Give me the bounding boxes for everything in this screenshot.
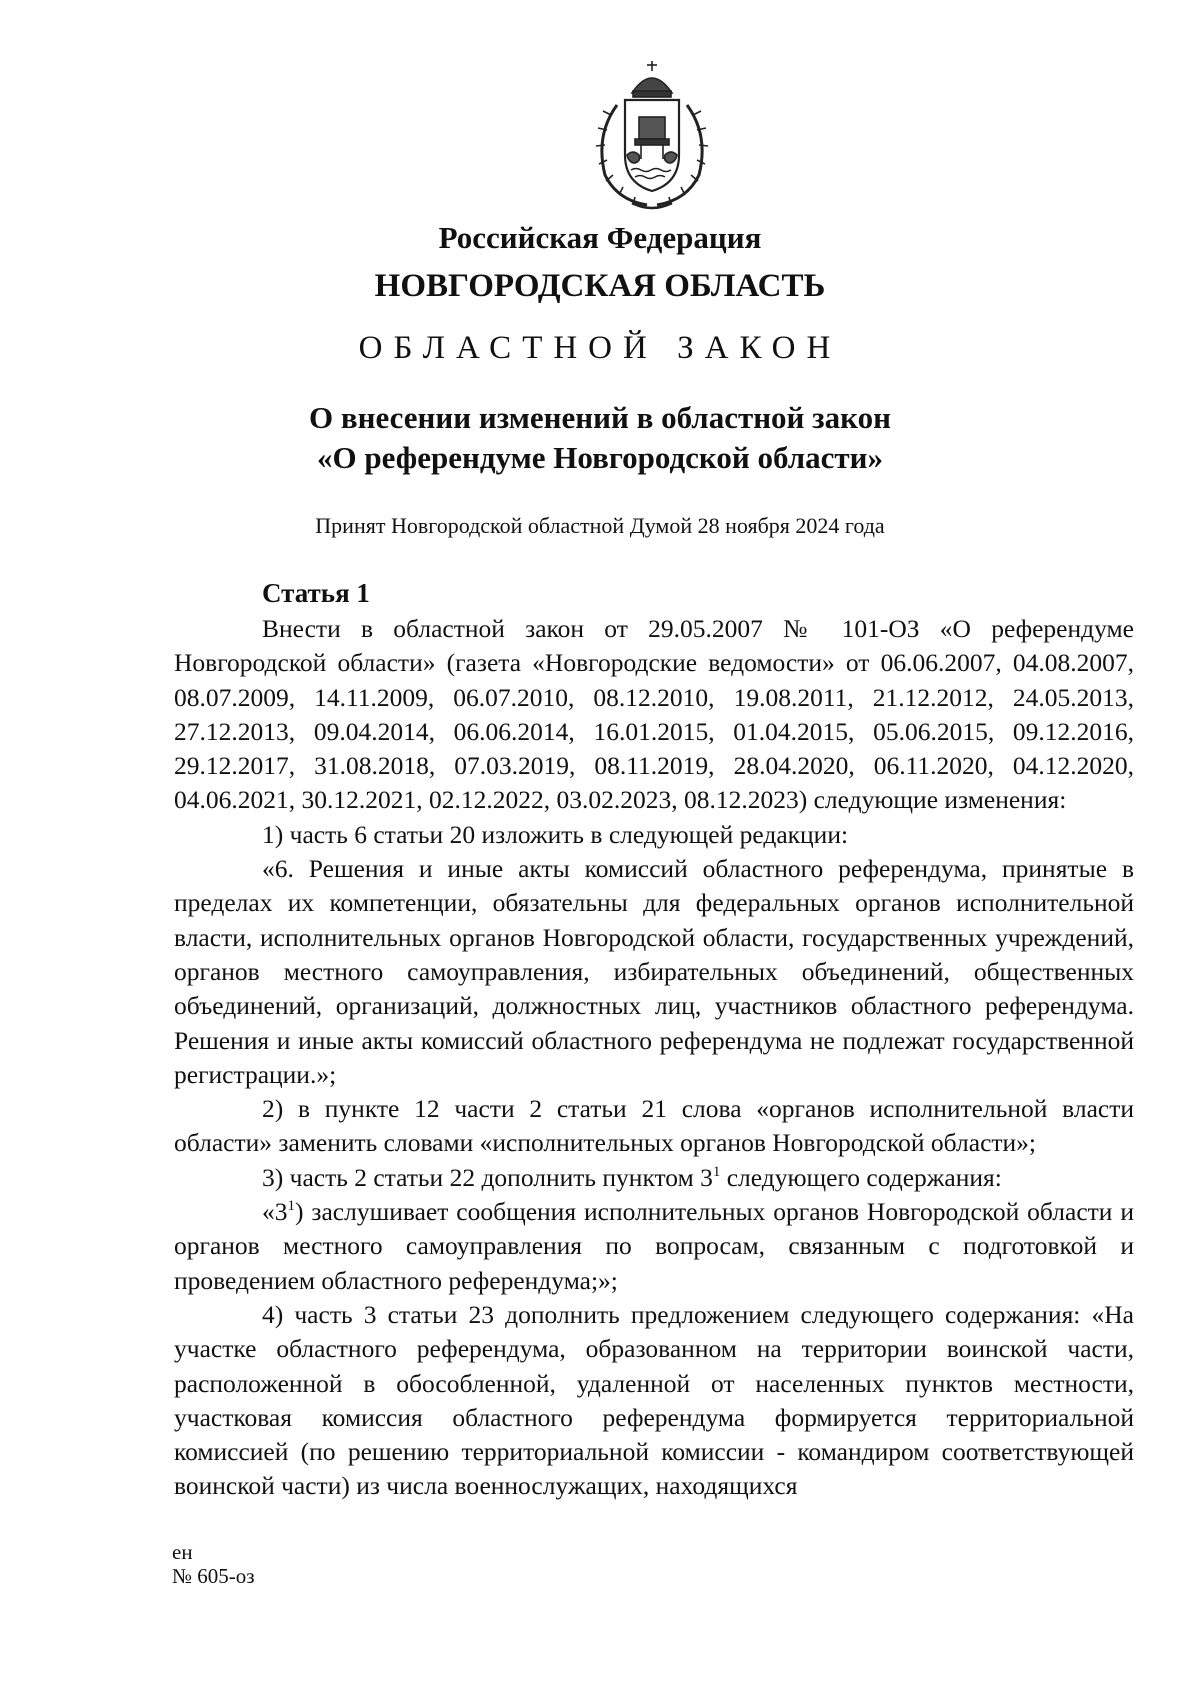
paragraph-item-1: 1) часть 6 статьи 20 изложить в следующей редакции: <box>262 819 849 849</box>
paragraph-item-2: 2) в пункте 12 части 2 статьи 21 слова «органов исполнительной власти области» заменить словами «исполнительных органов Новгородской области»; <box>174 1094 1134 1158</box>
law-title-line-2: «О референдуме Новгородской области» <box>317 440 883 475</box>
law-title <box>0 398 1200 478</box>
footer-doc-number: № 605-оз <box>172 1564 255 1588</box>
country-name: Российская Федерация <box>438 220 762 255</box>
article-body <box>174 612 1134 1504</box>
footer-reference <box>172 1540 255 1588</box>
paragraph-intro: Внести в областной закон от 29.05.2007 № 101-ОЗ «О референдуме Новгородской области» (газета «Новгородские ведомости» от 06.06.2007, 04.08.2007, 08.07.2009, 14.11.2009, 06.07.2010, 08.12.2010, 19.08.2011, 21.12.2012, 24.05.2013, 27.12.2013, 09.04.2014, 06.06.2014, 16.01.2015, 01.04.2015, 05.06.2015, 09.12.2016, 29.12.2017, 31.08.2018, 07.03.2019, 08.11.2019, 28.04.2020, 06.11.2020, 04.12.2020, 04.06.2021, 30.12.2021, 02.12.2022, 03.02.2023, 08.12.2023) следующие изменения: <box>174 614 1134 815</box>
paragraph-item-4: 4) часть 3 статьи 23 дополнить предложением следующего содержания: «На участке областного референдума, образованном на территории воинской части, расположенной в обособленной, удаленной от населенных пунктов местности, участковая комиссия областного референдума формируется территориальной комиссией (по решению территориальной комиссии - командиром соответствующей воинской части) из числа военнослужащих, находящихся <box>174 1299 1134 1501</box>
paragraph-item-3: 3) часть 2 статьи 22 дополнить пунктом $3^1$ следующего содержания: <box>262 1162 1002 1192</box>
coat-of-arms-icon <box>587 55 717 213</box>
article-heading: Статья 1 <box>262 578 370 608</box>
superscript: 1 <box>287 1198 295 1215</box>
adoption-note: Принят Новгородской областной Думой 28 ноября 2024 года <box>315 513 885 538</box>
paragraph-quote-3-1: «$3^1$) заслушивает сообщения исполнительных органов Новгородской области и органов местного самоуправления по вопросам, связанным с подготовкой и проведением областного референдума;»; <box>174 1197 1134 1295</box>
superscript: 1 <box>712 1163 721 1180</box>
paragraph-quote-6: «6. Решения и иные акты комиссий областного референдума, принятые в пределах их компетенции, обязательны для федеральных органов исполнительной власти, исполнительных органов Новгородской области, государственных учреждений, органов местного самоуправления, избирательных объединений, общественных объединений, организаций, должностных лиц, участников областного референдума. Решения и иные акты комиссий областного референдума не подлежат государственной регистрации.»; <box>174 854 1134 1089</box>
law-title-line-1: О внесении изменений в областной закон <box>309 400 891 435</box>
document-type: ОБЛАСТНОЙ ЗАКОН <box>358 330 842 366</box>
region-name: НОВГОРОДСКАЯ ОБЛАСТЬ <box>374 268 826 304</box>
footer-initials: ен <box>172 1540 193 1564</box>
